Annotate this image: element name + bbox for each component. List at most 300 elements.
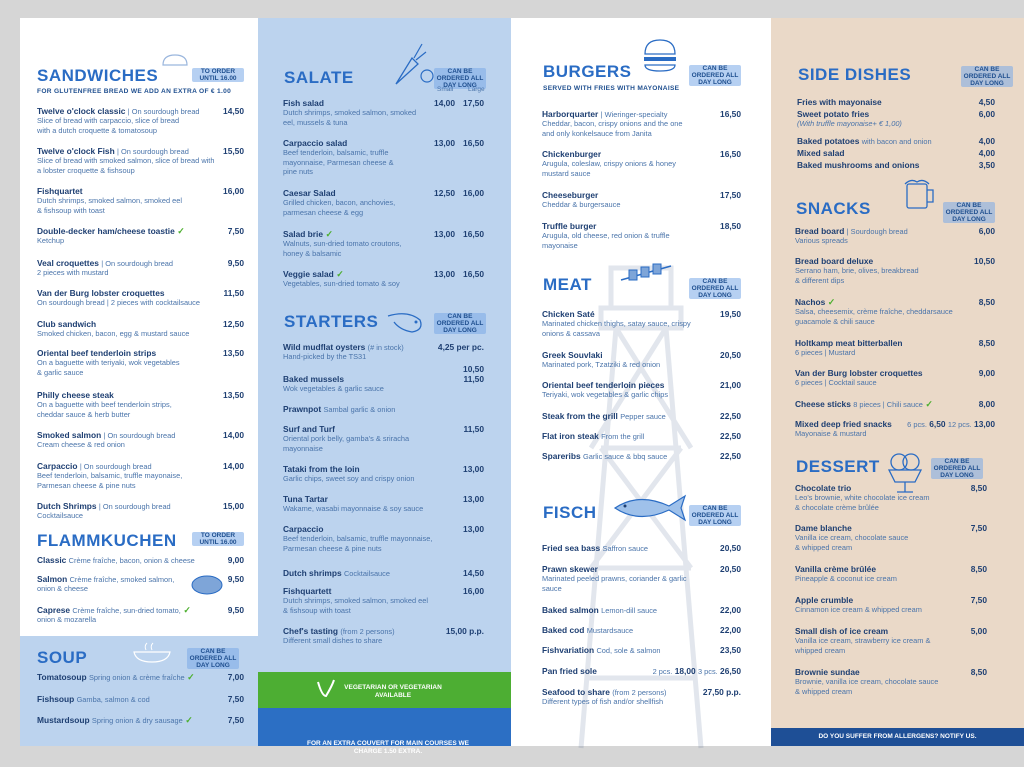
menu-item-name — [283, 626, 395, 636]
burgers-title: BURGERS — [543, 62, 632, 81]
portion-price-2: 13,00 — [974, 419, 995, 429]
menu-item-name — [795, 419, 892, 429]
vegetarian-check-icon: ✓ — [184, 672, 195, 682]
price-large: 16,50 — [463, 269, 484, 279]
menu-item-description: Arugula, old cheese, red onion & truffle — [542, 231, 670, 240]
item-inline-desc: Gamba, salmon & cod — [76, 695, 150, 704]
menu-item-price: 8,50 — [970, 667, 987, 677]
item-name-text: Tomatosoup — [37, 672, 87, 682]
item-name-text: Dame blanche — [795, 523, 852, 533]
menu-item-price: 9,50 — [227, 574, 244, 584]
item-name-text: Oriental beef tenderloin pieces — [542, 380, 665, 390]
item-inline-desc: Spring onion & dry sausage — [91, 716, 183, 725]
vegetarian-banner — [258, 672, 511, 708]
item-name-text: Carpaccio — [37, 461, 78, 471]
item-inline-desc: From the grill — [601, 432, 645, 441]
soup-badge: CAN BE ORDERED ALL DAY LONG — [187, 648, 239, 669]
menu-item-price: 15,50 — [223, 146, 244, 156]
item-name-text: Bread board deluxe — [795, 256, 874, 266]
menu-item-name — [542, 687, 667, 697]
menu-item-description: a lobster croquette & fishsoup — [37, 165, 135, 175]
menu-item-description: onion & cheese — [37, 584, 88, 593]
menu-item-name — [795, 399, 933, 410]
menu-item-price: 19,50 — [720, 309, 741, 319]
menu-item-description: (With truffle mayonaise+ € 1,00) — [797, 119, 902, 128]
menu-item-description: Teriyaki, wok vegetables & garlic chips — [542, 390, 669, 399]
fisch-title: FISCH — [543, 503, 597, 522]
menu-item-name — [283, 464, 360, 474]
menu-item-price: 11,50 — [223, 288, 244, 298]
item-name-text: Pan fried sole — [542, 666, 597, 676]
item-name-text: Carpaccio salad — [283, 138, 348, 148]
item-name-text: Salmon — [37, 574, 68, 584]
menu-item-price: 22,50 — [720, 431, 741, 441]
menu-item-description: 6 pieces | Mustard — [795, 348, 856, 357]
allergy-note: DO YOU SUFFER FROM ALLERGENS? NOTIFY US. — [818, 733, 977, 740]
menu-item-price: 8,50 — [978, 338, 995, 348]
menu-item-price: 9,00 — [227, 555, 244, 565]
menu-item-name — [37, 694, 150, 704]
menu-item-price: 17,50 — [720, 190, 741, 200]
sandwiches-note: FOR GLUTENFREE BREAD WE ADD AN EXTRA OF € 1.00 — [37, 88, 232, 95]
menu-item-description: onion & mozarella — [37, 615, 97, 624]
menu-item-name — [283, 524, 324, 534]
item-name-text: Prawn skewer — [542, 564, 598, 574]
menu-item-price: 9,50 — [227, 605, 244, 615]
menu-item-price: 3,50 — [978, 160, 995, 170]
panel-salate-starters — [258, 18, 511, 755]
menu-item-description: Different types of fish and/or shellfish — [542, 697, 664, 706]
menu-item-description: Beef tenderloin, balsamic, truffle — [283, 148, 389, 157]
item-name-text: Veal croquettes — [37, 258, 99, 268]
soup-bowl-icon — [130, 642, 174, 664]
menu-item-description: On sourdough bread | 2 pieces with cocktailsauce — [37, 298, 200, 307]
item-name-text: Fried sea bass — [542, 543, 601, 553]
menu-item-price: 21,00 — [720, 380, 741, 390]
menu-item-price: 7,50 — [227, 715, 244, 725]
menu-item-price: 27,50 p.p. — [702, 687, 741, 697]
sandwiches-title: SANDWICHES — [37, 66, 159, 85]
menu-item-price: 4,00 — [978, 148, 995, 158]
item-name-text: Caesar Salad — [283, 188, 336, 198]
menu-item-name — [542, 411, 666, 421]
price-large: 16,50 — [463, 229, 484, 239]
menu-item-description: Garlic chips, sweet soy and crispy onion — [283, 474, 415, 483]
vegetarian-check-icon: ✓ — [180, 605, 191, 615]
menu-item-description: & garlic sauce — [37, 367, 84, 377]
menu-item-description: Smoked chicken, bacon, egg & mustard sauce — [37, 329, 190, 338]
item-name-text: Oriental beef tenderloin strips — [37, 348, 157, 358]
menu-item-name — [283, 374, 344, 384]
menu-item-description: On a baguette with teriyaki, wok vegetables — [37, 358, 180, 367]
salate-col-large: Large — [468, 86, 485, 93]
menu-item-price: 7,50 — [970, 523, 987, 533]
item-inline-desc: | On sourdough bread — [127, 107, 200, 116]
menu-item-name — [283, 424, 335, 434]
pizza-icon — [190, 574, 224, 596]
menu-item-description: & fishsoup with toast — [37, 205, 105, 215]
ice-cream-icon — [881, 448, 931, 496]
item-inline-desc: Crème fraîche, bacon, onion & cheese — [68, 556, 195, 565]
item-name-text: Van der Burg lobster croquettes — [795, 368, 923, 378]
portion-price-1: 18,00 — [674, 666, 696, 676]
menu-item-description: Slice of bread with smoked salmon, slice of bread with — [37, 156, 215, 165]
burger-icon — [641, 38, 679, 74]
menu-item-description: Beef tenderloin, balsamic, truffle mayonnaise, — [283, 534, 433, 543]
item-inline-desc: Spring onion & crème fraîche — [88, 673, 185, 682]
item-name-text: Holtkamp meat bitterballen — [795, 338, 903, 348]
menu-item-name — [283, 188, 336, 198]
menu-item-description: Cheddar & burgersauce — [542, 200, 621, 209]
menu-item-price: 11,50 — [463, 374, 484, 384]
menu-item-description: Wok vegetables & garlic sauce — [283, 384, 384, 393]
shrimp-icon — [382, 308, 428, 336]
portion-price-1: 6,50 — [929, 419, 946, 429]
menu-item-price: 20,50 — [720, 564, 741, 574]
panel-sandwiches — [20, 18, 258, 746]
menu-item-description: Dutch shrimps, smoked salmon, smoked — [283, 108, 417, 117]
menu-item-description: Grilled chicken, bacon, anchovies, — [283, 198, 396, 207]
menu-item-price: 16,50 — [720, 109, 741, 119]
menu-item-description: mayonnaise — [283, 443, 323, 453]
item-name-text: Sweet potato fries — [797, 109, 870, 119]
menu-item-name — [283, 98, 324, 108]
menu-item-name — [542, 380, 664, 390]
item-name-text: Spareribs — [542, 451, 581, 461]
dessert-badge: CAN BE ORDERED ALL DAY LONG — [931, 458, 983, 479]
menu-item-name — [542, 543, 648, 553]
menu-item-name — [37, 574, 174, 584]
item-name-text: Harborquarter — [542, 109, 599, 119]
item-name-text: Brownie sundae — [795, 667, 860, 677]
menu-item-name — [283, 138, 347, 148]
menu-item-name — [797, 136, 932, 146]
menu-item-description: Different small dishes to share — [283, 636, 383, 645]
item-name-text: Seafood to share — [542, 687, 610, 697]
bread-icon — [160, 52, 190, 68]
item-inline-desc: Cocktailsauce — [343, 569, 390, 578]
menu-item-price: 9,50 — [227, 258, 244, 268]
menu-item-description: onions & cassava — [542, 328, 600, 338]
menu-item-description: Various spreads — [795, 236, 848, 245]
menu-item-description: Slice of bread with carpaccio, slice of bread — [37, 116, 180, 125]
menu-item-price: 8,50 — [978, 297, 995, 307]
item-name-text: Cheese sticks — [795, 399, 851, 409]
menu-item-price: 6,00 — [978, 226, 995, 236]
item-name-text: Mixed salad — [797, 148, 845, 158]
item-name-text: Surf and Turf — [283, 424, 335, 434]
menu-item-price: 15,00 p.p. — [445, 626, 484, 636]
item-name-text: Greek Souvlaki — [542, 350, 603, 360]
starters-badge: CAN BE ORDERED ALL DAY LONG — [434, 313, 486, 334]
menu-item-price: 16,50 — [720, 149, 741, 159]
item-name-text: Baked salmon — [542, 605, 599, 615]
menu-item-description: Wakame, wasabi mayonnaise & soy sauce — [283, 504, 424, 513]
menu-item-name — [37, 390, 114, 400]
item-name-text: Fish salad — [283, 98, 324, 108]
item-name-text: Baked mushrooms and onions — [797, 160, 920, 170]
menu-item-name — [37, 501, 171, 511]
soup-section — [20, 636, 258, 746]
item-inline-desc: | On sourdough bread — [98, 502, 171, 511]
item-inline-desc: | Wieringer-specialty — [600, 110, 668, 119]
item-inline-desc: Sambal garlic & onion — [323, 405, 396, 414]
menu-item-description: Leo's brownie, white chocolate ice cream — [795, 493, 930, 502]
menu-item-description: & whipped cream — [795, 542, 853, 552]
item-name-text: Fishquartett — [283, 586, 332, 596]
item-name-text: Bread board — [795, 226, 845, 236]
price-small: 13,00 — [434, 138, 455, 148]
menu-item-name — [283, 586, 331, 596]
item-name-text: Chef's tasting — [283, 626, 339, 636]
menu-item-name — [37, 430, 175, 440]
menu-item-description: Vanilla ice cream, strawberry ice cream & — [795, 636, 931, 645]
menu-item-description: Parmesan cheese & pine nuts — [37, 480, 136, 490]
item-name-text: Fishvariation — [542, 645, 595, 655]
vegetarian-note: VEGETARIAN OR VEGETARIAN AVAILABLE — [344, 684, 442, 699]
menu-item-description: parmesan cheese & egg — [283, 207, 364, 217]
menu-item-price: 11,50 — [463, 424, 484, 434]
menu-item-description: Walnuts, sun-dried tomato croutons, — [283, 239, 402, 248]
menu-item-price: 7,50 — [227, 226, 244, 236]
menu-item-price: 14,00 — [223, 430, 244, 440]
soup-title: SOUP — [37, 648, 88, 667]
vegetarian-check-icon: ✓ — [333, 269, 344, 279]
menu-item-description: honey & balsamic — [283, 248, 342, 258]
item-name-text: Twelve o'clock Fish — [37, 146, 115, 156]
item-name-text: Prawnpot — [283, 404, 322, 414]
item-inline-desc: Pepper sauce — [620, 412, 666, 421]
menu-item-name — [542, 431, 644, 441]
menu-item-price: 20,50 — [720, 350, 741, 360]
menu-item-name — [37, 555, 195, 565]
menu-item-description: Cheddar, bacon, crispy onions and the one — [542, 119, 683, 128]
menu-item-name — [795, 256, 873, 266]
vegetarian-check-icon: ✓ — [174, 226, 185, 236]
item-inline-desc: | Sourdough bread — [846, 227, 908, 236]
price-large: 17,50 — [463, 98, 484, 108]
menu-item-description: Pineapple & coconut ice cream — [795, 574, 897, 583]
menu-item-description: 6 pieces | Cocktail sauce — [795, 378, 877, 387]
menu-item-description: 2 pieces with mustard — [37, 268, 109, 277]
vegetarian-check-icon: ✓ — [182, 715, 193, 725]
menu-item-description: cheddar sauce & herb butter — [37, 409, 131, 419]
menu-item-name — [283, 404, 395, 414]
item-name-text: Dutch shrimps — [283, 568, 342, 578]
menu-item-name — [542, 350, 603, 360]
menu-item-name — [795, 226, 908, 236]
starters-title: STARTERS — [284, 312, 379, 331]
menu-item-price: 4,50 — [978, 97, 995, 107]
menu-item-name — [797, 109, 869, 119]
menu-item-description: Marinated peeled prawns, coriander & garlic — [542, 574, 687, 583]
menu-item-name — [283, 342, 404, 352]
menu-item-name — [795, 523, 852, 533]
menu-item-price: 6,00 — [978, 109, 995, 119]
portion-label-1: 2 pcs. — [652, 667, 673, 676]
menu-item-description: eel, mussels & tuna — [283, 117, 348, 127]
salate-title: SALATE — [284, 68, 354, 87]
menu-item-price: 22,50 — [720, 411, 741, 421]
menu-item-description: Vegetables, sun-dried tomato & soy — [283, 279, 400, 288]
item-inline-desc: 8 pieces | Chili sauce — [853, 400, 923, 409]
item-name-text: Vanilla crème brûlée — [795, 564, 877, 574]
item-name-text: Club sandwich — [37, 319, 97, 329]
item-inline-desc: Crème fraîche, sun-dried tomato, — [72, 606, 181, 615]
item-name-text: Chocolate trio — [795, 483, 852, 493]
portion-label-2: 12 pcs. — [947, 420, 972, 429]
item-name-text: Cheeseburger — [542, 190, 599, 200]
menu-item-price — [653, 666, 741, 676]
menu-item-name — [542, 451, 667, 461]
price-small: 13,00 — [434, 229, 455, 239]
menu-item-price: 13,00 — [463, 524, 484, 534]
item-name-text: Fishquartet — [37, 186, 83, 196]
menu-item-description: Serrano ham, brie, olives, breakbread — [795, 266, 919, 275]
menu-item-price: 8,50 — [970, 483, 987, 493]
item-inline-desc: | On sourdough bread — [117, 147, 189, 156]
menu-item-price: 14,50 — [463, 568, 484, 578]
item-inline-desc: Lemon-dill sauce — [601, 606, 657, 615]
item-name-text: Truffle burger — [542, 221, 597, 231]
menu-item-price: 22,00 — [720, 625, 741, 635]
menu-item-price: 23,50 — [720, 645, 741, 655]
item-name-text: Baked potatoes — [797, 136, 860, 146]
menu-item-description: Mayonaise & mustard — [795, 429, 867, 438]
menu-item-description: mustard sauce — [542, 168, 591, 178]
menu-item-name — [795, 626, 888, 636]
dessert-title: DESSERT — [796, 457, 880, 476]
item-name-text: Smoked salmon — [37, 430, 102, 440]
menu-item-price: 7,00 — [227, 672, 244, 682]
menu-item-name — [542, 645, 661, 655]
menu-item-price: 16,00 — [223, 186, 244, 196]
item-name-text: Nachos — [795, 297, 826, 307]
item-name-text: Dutch Shrimps — [37, 501, 97, 511]
menu-item-name — [542, 221, 596, 231]
item-inline-desc: Crème fraîche, smoked salmon, — [69, 575, 175, 584]
menu-item-name — [37, 348, 156, 358]
burgers-badge: CAN BE ORDERED ALL DAY LONG — [689, 65, 741, 86]
vegetarian-check-icon: ✓ — [922, 399, 933, 409]
item-name-text: Baked mussels — [283, 374, 344, 384]
price-large: 16,00 — [463, 188, 484, 198]
menu-item-description: with a dutch croquette & tomatosoup — [37, 125, 157, 135]
item-inline-desc: | On sourdough bread — [101, 259, 174, 268]
item-name-text: Chickenburger — [542, 149, 602, 159]
menu-item-description: & whipped cream — [795, 686, 853, 696]
item-inline-desc: | On sourdough bread — [103, 431, 176, 440]
burgers-note: SERVED WITH FRIES WITH MAYONAISE — [543, 85, 680, 92]
item-name-text: Fries with mayonaise — [797, 97, 882, 107]
snacks-badge: CAN BE ORDERED ALL DAY LONG — [943, 202, 995, 223]
item-name-text: Veggie salad — [283, 269, 334, 279]
sandwiches-badge: TO ORDER UNTIL 16.00 — [192, 68, 244, 82]
menu-item-price: 5,00 — [970, 626, 987, 636]
item-name-text: Steak from the grill — [542, 411, 618, 421]
menu-item-price: 8,50 — [970, 564, 987, 574]
price-small: 12,50 — [434, 188, 455, 198]
item-name-text: Tuna Tartar — [283, 494, 328, 504]
menu-item-name — [795, 368, 923, 378]
menu-item-description: guacamole & chili sauce — [795, 316, 875, 326]
flammkuchen-badge: TO ORDER UNTIL 16.00 — [192, 532, 244, 546]
menu-item-name — [542, 190, 598, 200]
vegetarian-check-icon: ✓ — [825, 297, 836, 307]
meat-badge: CAN BE ORDERED ALL DAY LONG — [689, 278, 741, 299]
menu-item-price: 14,50 — [223, 106, 244, 116]
item-name-text: Chicken Saté — [542, 309, 595, 319]
skewer-icon — [619, 260, 673, 290]
menu-item-description: Cocktailsauce — [37, 511, 84, 520]
item-name-text: Mixed deep fried snacks — [795, 419, 892, 429]
menu-item-description: Brownie, vanilla ice cream, chocolate sauce — [795, 677, 939, 686]
salate-col-small: Small — [437, 86, 454, 93]
leaf-icon — [314, 678, 336, 700]
menu-item-description: pine nuts — [283, 167, 313, 177]
item-name-text: Apple crumble — [795, 595, 854, 605]
vegetarian-check-icon: ✓ — [323, 229, 334, 239]
menu-item-name — [283, 494, 328, 504]
menu-item-description: & fishsoup with toast — [283, 605, 351, 615]
menu-item-description: Hand-picked by the TS31 — [283, 352, 367, 361]
menu-item-description: Dutch shrimps, smoked salmon, smoked eel — [283, 596, 428, 605]
menu-item-price: 13,00 — [463, 494, 484, 504]
price-small: 14,00 — [434, 98, 455, 108]
portion-label-2: 3 pcs. — [697, 667, 718, 676]
menu-item-name — [542, 564, 598, 574]
menu-item-name — [37, 146, 189, 156]
item-name-text: Small dish of ice cream — [795, 626, 889, 636]
item-name-text: Double-decker ham/cheese toastie — [37, 226, 175, 236]
menu-item-name — [797, 160, 919, 170]
menu-item-name — [795, 338, 903, 348]
menu-item-description: Vanilla ice cream, chocolate sauce — [795, 533, 909, 542]
item-name-text: Wild mudflat oysters — [283, 342, 366, 352]
item-inline-desc: Saffron sauce — [602, 544, 649, 553]
menu-item-price: 18,50 — [720, 221, 741, 231]
menu-item-name — [542, 309, 595, 319]
menu-item-description: mayonnaise, Parmesan cheese & — [283, 157, 394, 167]
item-inline-desc: (from 2 persons) — [340, 627, 395, 636]
portion-label-1: 6 pcs. — [907, 420, 927, 429]
menu-item-price: 13,50 — [223, 390, 244, 400]
menu-item-price: 14,00 — [223, 461, 244, 471]
menu-item-price: 9,00 — [978, 368, 995, 378]
menu-item-price: 22,50 — [720, 451, 741, 461]
flammkuchen-title: FLAMMKUCHEN — [37, 531, 177, 550]
menu-item-description: sauce — [542, 583, 562, 593]
menu-item-description: Parmesan cheese & pine nuts — [283, 543, 382, 553]
fish-icon — [609, 492, 689, 524]
menu-item-description: Marinated pork, Tzatziki & red onion — [542, 360, 661, 369]
menu-item-name — [37, 461, 152, 471]
menu-item-name — [542, 666, 597, 676]
menu-item-description: Arugula, coleslaw, crispy onions & honey — [542, 159, 676, 168]
menu-item-price: 10,50 — [974, 256, 995, 266]
item-inline-desc: (from 2 persons) — [612, 688, 667, 697]
item-inline-desc: with bacon and onion — [861, 137, 932, 146]
menu-item-price: 20,50 — [720, 543, 741, 553]
menu-item-price: 13,50 — [223, 348, 244, 358]
snacks-title: SNACKS — [796, 199, 871, 218]
item-name-text: Van der Burg lobster croquettes — [37, 288, 165, 298]
menu-item-description: Beef tenderloin, balsamic, truffle mayonaise, — [37, 471, 183, 480]
menu-item-name — [37, 186, 83, 196]
price-large: 16,50 — [463, 138, 484, 148]
menu-item-description: Oriental pork belly, gamba's & sriracha — [283, 434, 410, 443]
menu-item-name — [797, 97, 882, 107]
